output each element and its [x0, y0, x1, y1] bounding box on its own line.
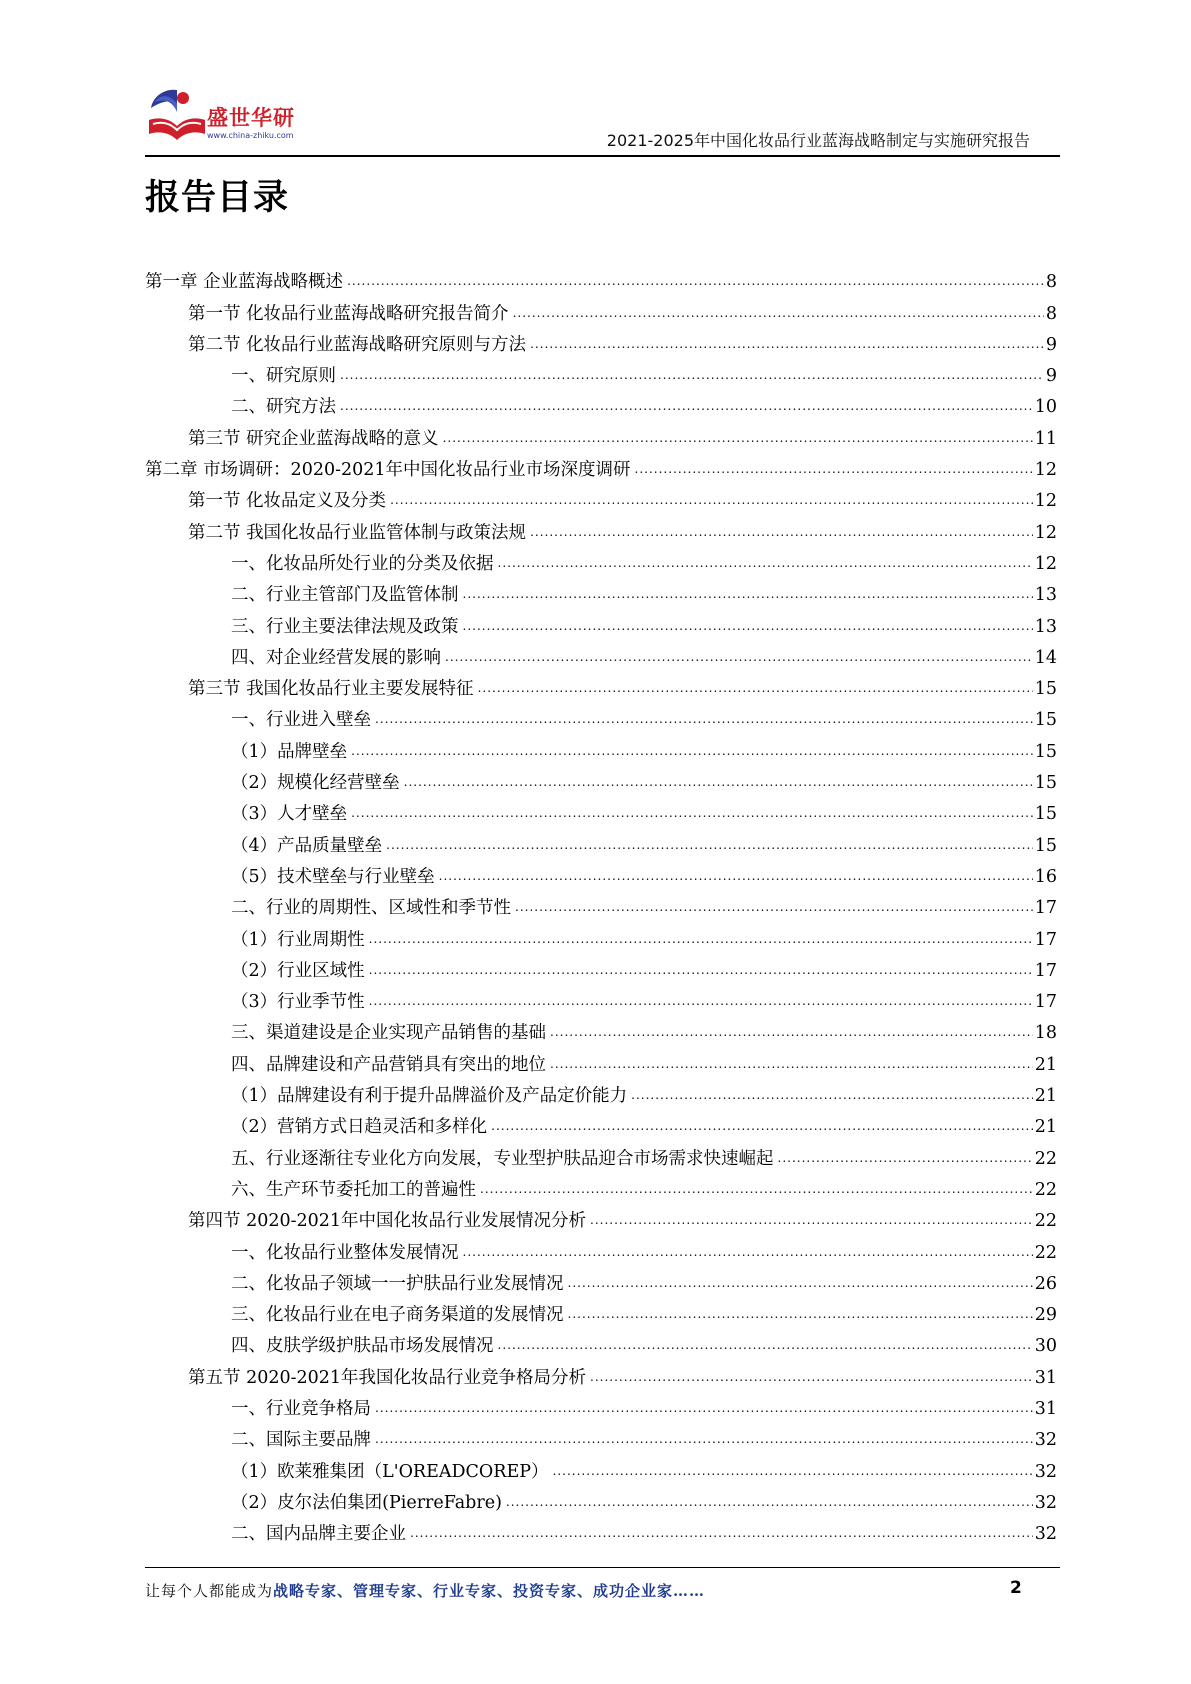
toc-dot-leader [351, 741, 1033, 761]
toc-dot-leader [443, 428, 1033, 448]
toc-entry-page: 10 [1034, 397, 1057, 418]
toc-entry-page: 21 [1034, 1117, 1057, 1138]
footer-divider [145, 1567, 1060, 1568]
header-divider [145, 155, 1060, 157]
toc-entry[interactable] [145, 920, 1057, 951]
toc-entry-title: 四、皮肤学级护肤品市场发展情况 [231, 1336, 494, 1357]
toc-entry-title: 第一节 化妆品行业蓝海战略研究报告简介 [188, 303, 509, 324]
toc-dot-leader [463, 1242, 1033, 1262]
toc-entry-page: 8 [1045, 272, 1057, 293]
toc-entry-page: 9 [1045, 366, 1057, 387]
toc-entry[interactable] [145, 1515, 1057, 1546]
toc-entry[interactable] [145, 826, 1057, 857]
toc-entry[interactable] [145, 607, 1057, 638]
logo [145, 80, 325, 150]
toc-entry-page: 31 [1034, 1398, 1057, 1419]
toc-entry-page: 9 [1045, 334, 1057, 355]
toc-entry-page: 17 [1034, 992, 1057, 1013]
toc-entry-title: （2）行业区域性 [231, 960, 365, 981]
toc-entry-title: （1）品牌壁垒 [231, 741, 348, 762]
toc-entry-title: 二、行业的周期性、区域性和季节性 [231, 898, 511, 919]
toc-entry[interactable] [145, 482, 1057, 513]
toc-entry-page: 14 [1034, 647, 1057, 668]
toc-dot-leader [480, 1179, 1033, 1199]
toc-dot-leader [375, 1429, 1033, 1449]
toc-entry[interactable] [145, 294, 1057, 325]
toc-entry-page: 11 [1034, 428, 1057, 449]
toc-entry-page: 13 [1034, 616, 1057, 637]
toc-entry[interactable] [145, 889, 1057, 920]
toc-entry-page: 15 [1034, 804, 1057, 825]
page-title: 报告目录 [145, 178, 290, 218]
toc-entry-page: 17 [1034, 929, 1057, 950]
toc-entry-page: 26 [1034, 1273, 1057, 1294]
toc-entry-title: （2）营销方式日趋灵活和多样化 [231, 1117, 488, 1138]
toc-entry-page: 22 [1034, 1148, 1057, 1169]
footer-slogan [145, 1580, 705, 1601]
toc-entry-title: 一、化妆品所处行业的分类及依据 [231, 553, 494, 574]
toc-entry-title: （1）品牌建设有利于提升品牌溢价及产品定价能力 [231, 1086, 628, 1107]
toc-dot-leader [404, 772, 1033, 792]
toc-entry[interactable] [145, 732, 1057, 763]
toc-entry-page: 22 [1034, 1211, 1057, 1232]
toc-entry-page: 31 [1034, 1367, 1057, 1388]
toc-entry[interactable] [145, 357, 1057, 388]
toc-dot-leader [340, 365, 1044, 385]
toc-entry[interactable] [145, 1014, 1057, 1045]
toc-entry-page: 12 [1034, 460, 1057, 481]
toc-entry[interactable] [145, 545, 1057, 576]
toc-dot-leader [631, 1085, 1033, 1105]
toc-entry[interactable] [145, 1171, 1057, 1202]
toc-entry[interactable] [145, 263, 1057, 294]
slogan-text: 让每个人都能成为 [145, 1582, 274, 1600]
toc-entry[interactable] [145, 1265, 1057, 1296]
toc-entry-title: 二、研究方法 [231, 397, 336, 418]
toc-entry-title: 一、化妆品行业整体发展情况 [231, 1242, 459, 1263]
toc-entry-title: 二、行业主管部门及监管体制 [231, 585, 459, 606]
toc-dot-leader [351, 803, 1033, 823]
toc-dot-leader [568, 1273, 1033, 1293]
toc-entry-page: 15 [1034, 773, 1057, 794]
toc-entry-title: （2）规模化经营壁垒 [231, 773, 400, 794]
toc-entry[interactable] [145, 451, 1057, 482]
toc-dot-leader [568, 1304, 1033, 1324]
toc-entry-title: 第二章 市场调研：2020-2021年中国化妆品行业市场深度调研 [145, 460, 631, 481]
toc-entry-title: 三、行业主要法律法规及政策 [231, 616, 459, 637]
toc-entry-title: 第一章 企业蓝海战略概述 [145, 272, 344, 293]
toc-entry[interactable] [145, 1358, 1057, 1389]
logo-url: www.china-zhiku.com [207, 131, 294, 140]
toc-dot-leader [550, 1054, 1033, 1074]
toc-dot-leader [463, 584, 1033, 604]
toc-entry-title: 第四节 2020-2021年中国化妆品行业发展情况分析 [188, 1211, 587, 1232]
toc-entry-page: 21 [1034, 1086, 1057, 1107]
toc-dot-leader [635, 459, 1033, 479]
toc-entry-title: 第三节 我国化妆品行业主要发展特征 [188, 679, 474, 700]
toc-dot-leader [445, 647, 1033, 667]
toc-dot-leader [515, 897, 1033, 917]
toc-dot-leader [590, 1367, 1033, 1387]
toc-entry-page: 30 [1034, 1336, 1057, 1357]
toc-entry[interactable] [145, 419, 1057, 450]
table-of-contents [145, 263, 1057, 1546]
toc-dot-leader [369, 960, 1033, 980]
toc-entry[interactable] [145, 1452, 1057, 1483]
toc-entry-title: 二、化妆品子领域一一护肤品行业发展情况 [231, 1273, 564, 1294]
toc-entry-page: 18 [1034, 1023, 1057, 1044]
toc-dot-leader [550, 1022, 1033, 1042]
toc-dot-leader [590, 1210, 1033, 1230]
toc-entry-title: （3）行业季节性 [231, 992, 365, 1013]
toc-entry-page: 32 [1034, 1492, 1057, 1513]
toc-entry-title: 第三节 研究企业蓝海战略的意义 [188, 428, 439, 449]
logo-text: 盛世华研 [207, 106, 295, 130]
toc-dot-leader [491, 1116, 1033, 1136]
toc-dot-leader [369, 991, 1033, 1011]
toc-entry[interactable] [145, 1202, 1057, 1233]
toc-dot-leader [439, 866, 1033, 886]
toc-entry-title: 第五节 2020-2021年我国化妆品行业竞争格局分析 [188, 1367, 587, 1388]
toc-entry-page: 22 [1034, 1179, 1057, 1200]
toc-entry[interactable] [145, 1296, 1057, 1327]
toc-entry-page: 16 [1034, 866, 1057, 887]
toc-entry-title: 一、行业进入壁垒 [231, 710, 371, 731]
toc-dot-leader [506, 1492, 1033, 1512]
toc-dot-leader [778, 1148, 1033, 1168]
toc-entry-title: 六、生产环节委托加工的普遍性 [231, 1179, 476, 1200]
toc-entry-title: 一、研究原则 [231, 366, 336, 387]
toc-dot-leader [553, 1461, 1033, 1481]
toc-entry[interactable] [145, 1390, 1057, 1421]
toc-dot-leader [513, 303, 1044, 323]
toc-dot-leader [498, 1335, 1033, 1355]
toc-entry-title: 三、渠道建设是企业实现产品销售的基础 [231, 1023, 546, 1044]
toc-entry[interactable] [145, 326, 1057, 357]
toc-entry[interactable] [145, 670, 1057, 701]
toc-entry-page: 29 [1034, 1305, 1057, 1326]
toc-entry-page: 12 [1034, 553, 1057, 574]
toc-entry[interactable] [145, 1484, 1057, 1515]
toc-entry-page: 8 [1045, 303, 1057, 324]
toc-entry-page: 15 [1034, 679, 1057, 700]
toc-entry[interactable] [145, 1421, 1057, 1452]
toc-entry-page: 32 [1034, 1524, 1057, 1545]
toc-dot-leader [386, 835, 1033, 855]
book-logo-icon [145, 86, 209, 146]
toc-entry-page: 13 [1034, 585, 1057, 606]
toc-dot-leader [375, 1398, 1033, 1418]
toc-entry-title: 一、行业竞争格局 [231, 1398, 371, 1419]
toc-entry[interactable] [145, 1108, 1057, 1139]
toc-entry-title: 三、化妆品行业在电子商务渠道的发展情况 [231, 1305, 564, 1326]
toc-dot-leader [463, 616, 1033, 636]
toc-entry[interactable] [145, 513, 1057, 544]
toc-entry-page: 15 [1034, 710, 1057, 731]
page-number: 2 [1010, 1578, 1022, 1598]
toc-entry-title: （1）行业周期性 [231, 929, 365, 950]
toc-entry-title: 四、品牌建设和产品营销具有突出的地位 [231, 1054, 546, 1075]
toc-dot-leader [530, 522, 1033, 542]
toc-entry[interactable] [145, 983, 1057, 1014]
toc-dot-leader [410, 1523, 1033, 1543]
toc-entry[interactable] [145, 1233, 1057, 1264]
toc-entry-page: 17 [1034, 960, 1057, 981]
toc-entry-page: 12 [1034, 491, 1057, 512]
toc-entry-title: 第二节 化妆品行业蓝海战略研究原则与方法 [188, 334, 527, 355]
toc-entry-title: 五、行业逐渐往专业化方向发展，专业型护肤品迎合市场需求快速崛起 [231, 1148, 774, 1169]
toc-entry-title: 第一节 化妆品定义及分类 [188, 491, 387, 512]
toc-dot-leader [347, 271, 1044, 291]
toc-entry-page: 12 [1034, 522, 1057, 543]
toc-dot-leader [340, 396, 1033, 416]
toc-entry[interactable] [145, 639, 1057, 670]
toc-dot-leader [375, 709, 1033, 729]
toc-entry-title: （1）欧莱雅集团（L'OREADCOREP） [231, 1461, 549, 1482]
toc-dot-leader [369, 929, 1033, 949]
toc-dot-leader [390, 490, 1033, 510]
toc-entry-page: 32 [1034, 1430, 1057, 1451]
toc-entry-page: 15 [1034, 741, 1057, 762]
toc-entry-page: 17 [1034, 898, 1057, 919]
toc-entry-title: （5）技术壁垒与行业壁垒 [231, 866, 435, 887]
toc-entry[interactable] [145, 1327, 1057, 1358]
toc-dot-leader [530, 334, 1044, 354]
toc-entry-page: 15 [1034, 835, 1057, 856]
toc-entry[interactable] [145, 1139, 1057, 1170]
toc-entry[interactable] [145, 576, 1057, 607]
report-title: 2021-2025年中国化妆品行业蓝海战略制定与实施研究报告 [606, 131, 1030, 150]
page-header [145, 80, 1060, 158]
toc-entry-title: （3）人才壁垒 [231, 804, 348, 825]
toc-entry-page: 22 [1034, 1242, 1057, 1263]
toc-entry[interactable] [145, 388, 1057, 419]
slogan-roles: 战略专家、管理专家、行业专家、投资专家、成功企业家…… [273, 1582, 706, 1600]
toc-entry-title: 第二节 我国化妆品行业监管体制与政策法规 [188, 522, 527, 543]
toc-entry-title: 四、对企业经营发展的影响 [231, 647, 441, 668]
toc-dot-leader [478, 678, 1033, 698]
toc-entry-title: 二、国际主要品牌 [231, 1430, 371, 1451]
toc-entry-page: 32 [1034, 1461, 1057, 1482]
toc-entry[interactable] [145, 701, 1057, 732]
toc-entry[interactable] [145, 795, 1057, 826]
toc-entry-title: （2）皮尔法伯集团(PierreFabre) [231, 1492, 502, 1513]
toc-entry[interactable] [145, 764, 1057, 795]
toc-entry-title: 二、国内品牌主要企业 [231, 1524, 406, 1545]
toc-entry[interactable] [145, 1045, 1057, 1076]
toc-entry[interactable] [145, 1077, 1057, 1108]
toc-entry[interactable] [145, 952, 1057, 983]
toc-entry-title: （4）产品质量壁垒 [231, 835, 383, 856]
toc-entry[interactable] [145, 858, 1057, 889]
toc-entry-page: 21 [1034, 1054, 1057, 1075]
toc-dot-leader [498, 553, 1033, 573]
